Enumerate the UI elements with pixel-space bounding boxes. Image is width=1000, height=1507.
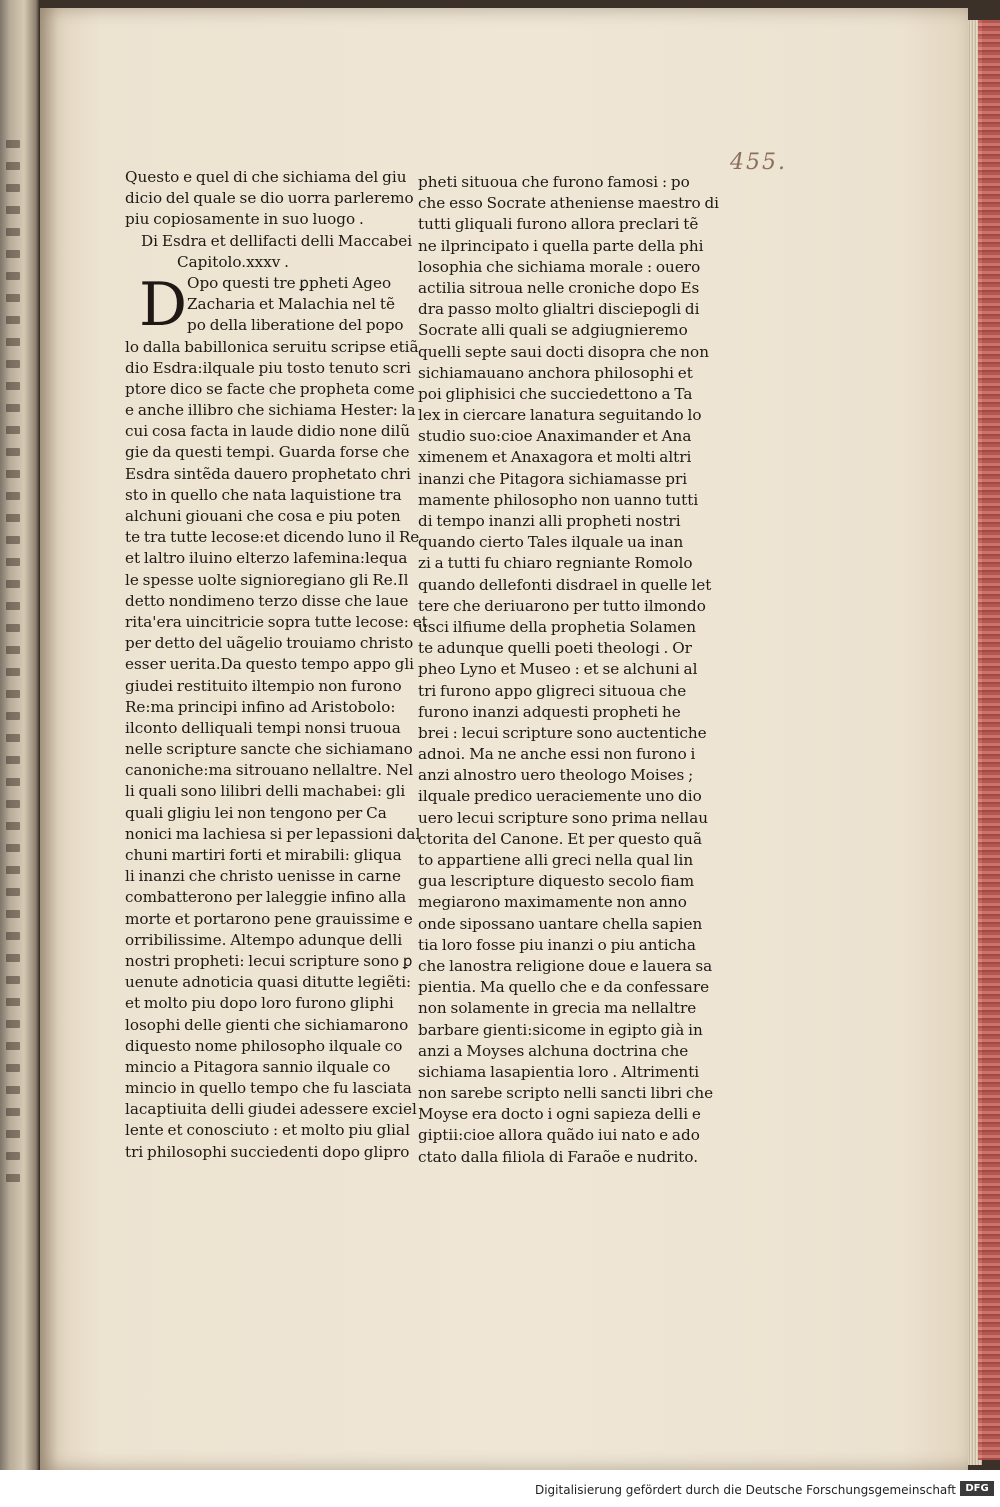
text-line: le spesse uolte signioregiano gli Re.Il: [125, 570, 409, 589]
facing-page-text-bleed: [6, 536, 20, 544]
text-line: dra passo molto glialtri disciepogli di: [418, 300, 700, 319]
text-line: te adunque quelli poeti theologi . Or: [418, 639, 692, 658]
facing-page-text-bleed: [6, 272, 20, 280]
text-line: che esso Socrate atheniense maestro di: [418, 194, 720, 213]
facing-page-text-bleed: [6, 756, 20, 764]
text-line: to appartiene alli greci nella qual lin: [418, 851, 694, 869]
text-line: ilconto delliquali tempi nonsi truoua: [125, 718, 401, 737]
facing-page-text-bleed: [6, 866, 20, 874]
facing-page-text-bleed: [6, 1108, 20, 1116]
facing-page-text-bleed: [6, 1064, 20, 1072]
text-line: li quali sono lilibri delli machabei: gli: [125, 782, 406, 801]
text-line: usci ilfiume della prophetia Solamen: [418, 617, 697, 636]
text-line: canoniche:ma sitrouano nellaltre. Nel: [125, 761, 414, 780]
text-line: esser uerita.Da questo tempo appo gli: [125, 655, 415, 674]
footer-bar: [0, 1470, 1000, 1507]
text-line: pheti situoua che furono famosi : po: [418, 173, 690, 191]
text-line: nostri propheti: lecui scripture sono ꝑ: [125, 951, 413, 970]
facing-page-text-bleed: [6, 734, 20, 742]
text-line: brei : lecui scripture sono auctentiche: [418, 723, 707, 742]
text-line: tutti gliquali furono allora preclari tẽ: [418, 215, 699, 234]
facing-page-text-bleed: [6, 316, 20, 324]
text-line: lex in ciercare lanatura seguitando lo: [418, 406, 702, 425]
text-line: Opo questi tre ꝑpheti Ageo: [187, 273, 392, 292]
facing-page-text-bleed: [6, 712, 20, 720]
facing-page-text-bleed: [6, 338, 20, 346]
facing-page-text-bleed: [6, 910, 20, 918]
text-line: te tra tutte lecose:et dicendo luno il Re: [125, 528, 420, 547]
text-line: Moyse era docto i ogni sapieza delli e: [418, 1105, 701, 1124]
heading-line: Capitolo.xxxv .: [177, 252, 289, 271]
facing-page-text-bleed: [6, 822, 20, 830]
text-line: po della liberatione del popo: [187, 316, 404, 335]
text-line: giptii:cioe allora quãdo iui nato e ado: [418, 1126, 700, 1145]
text-line: losophi delle gienti che sichiamarono: [125, 1015, 409, 1034]
text-line: cui cosa facta in laude didio none dilũ: [125, 422, 411, 441]
text-line: ptore dico se facte che propheta come: [125, 379, 415, 398]
facing-page-text-bleed: [6, 690, 20, 698]
text-line: et laltro iluino elterzo lafemina:lequa: [125, 549, 408, 568]
facing-page-text-bleed: [6, 382, 20, 390]
text-line: li inanzi che christo uenisse in carne: [125, 867, 401, 886]
text-line: lacaptiuita delli giudei adessere exciel: [125, 1100, 417, 1119]
facing-page-text-bleed: [6, 294, 20, 302]
right-text-column: [418, 172, 718, 1168]
text-line: non sarebe scripto nelli sancti libri che: [418, 1084, 714, 1103]
facing-page-text-bleed: [6, 976, 20, 984]
facing-page-text-bleed: [6, 668, 20, 676]
facing-page-text-bleed: [6, 932, 20, 940]
text-line: e anche illibro che sichiama Hester: la: [125, 401, 416, 420]
text-line: mamente philosopho non uanno tutti: [418, 490, 699, 509]
text-line: furono inanzi adquesti propheti he: [418, 702, 681, 721]
text-line: tri furono appo gligreci situoua che: [418, 681, 687, 700]
text-line: quando cierto Tales ilquale ua inan: [418, 533, 684, 552]
text-line: sto in quello che nata laquistione tra: [125, 485, 402, 504]
facing-page-text-bleed: [6, 1174, 20, 1182]
facing-page-text-bleed: [6, 162, 20, 170]
text-line: rita'era uincitricie sopra tutte lecose: et: [125, 612, 428, 631]
text-line: ctorita del Canone. Et per questo quã: [418, 829, 703, 848]
page-number: 455.: [730, 150, 787, 175]
text-line: onde sipossano uantare chella sapien: [418, 914, 703, 933]
facing-page-text-bleed: [6, 514, 20, 522]
text-line: anzi a Moyses alchuna doctrina che: [418, 1041, 689, 1060]
facing-page-text-bleed: [6, 800, 20, 808]
text-line: piu copiosamente in suo luogo .: [125, 210, 364, 229]
left-text-column: [125, 167, 428, 1163]
text-line: pheo Lyno et Museo : et se alchuni al: [418, 660, 698, 679]
text-line: anzi alnostro uero theologo Moises ;: [418, 766, 694, 785]
text-line: tere che deriuarono per tutto ilmondo: [418, 596, 706, 615]
text-line: Questo e quel di che sichiama del giu: [125, 168, 407, 186]
text-line: ctato dalla filiola di Faraõe e nudrito.: [418, 1147, 699, 1166]
facing-page-text-bleed: [6, 1020, 20, 1028]
text-line: quali gligiu lei non tengono per Ca: [125, 803, 387, 822]
heading-line: Di Esdra et dellifacti delli Maccabei: [141, 231, 413, 250]
text-line: di tempo inanzi alli propheti nostri: [418, 512, 681, 530]
text-line: morte et portarono pene grauissime e: [125, 909, 413, 928]
facing-page-text-bleed: [6, 140, 20, 148]
drop-cap-paragraph: [125, 269, 425, 340]
text-line: nelle scripture sancte che sichiamano: [125, 740, 413, 759]
text-line: dicio del quale se dio uorra parleremo: [125, 189, 414, 208]
text-line: detto nondimeno terzo disse che laue: [125, 591, 409, 610]
facing-page-text-bleed: [6, 1130, 20, 1138]
text-line: tri philosophi succiedenti dopo glipro: [125, 1142, 410, 1161]
facing-page-text-bleed: [6, 998, 20, 1006]
text-line: gua lescripture diquesto secolo fiam: [418, 872, 695, 891]
facing-page-text-bleed: [6, 558, 20, 566]
text-line: non solamente in grecia ma nellaltre: [418, 999, 697, 1018]
left-column-intro: [125, 167, 425, 231]
text-line: sichiamauano anchora philosophi et: [418, 363, 693, 382]
text-line: tia loro fosse piu inanzi o piu anticha: [418, 935, 696, 954]
text-line: pientia. Ma quello che e da confessare: [418, 978, 710, 997]
red-page-edge: [978, 20, 1000, 1460]
text-line: et molto piu dopo loro furono gliphi: [125, 994, 394, 1013]
text-line: Esdra sintẽda dauero prophetato chri: [125, 464, 411, 483]
text-line: losophia che sichiama morale : ouero: [418, 257, 701, 276]
text-line: che lanostra religione doue e lauera sa: [418, 956, 713, 975]
text-line: alchuni giouani che cosa e piu poten: [125, 507, 401, 525]
facing-page-text-bleed: [6, 646, 20, 654]
footer-credit: Digitalisierung gefördert durch die Deutsche Forschungsgemeinschaft: [534, 1483, 956, 1497]
drop-cap-letter: D: [139, 269, 188, 340]
text-line: ne ilprincipato i quella parte della phi: [418, 236, 704, 255]
facing-page-text-bleed: [6, 624, 20, 632]
facing-page-text-bleed: [6, 228, 20, 236]
facing-page-text-bleed: [6, 844, 20, 852]
facing-page-text-bleed: [6, 470, 20, 478]
facing-page-text-bleed: [6, 888, 20, 896]
text-line: uero lecui scripture sono prima nellau: [418, 808, 709, 827]
text-line: orribilissime. Altempo adunque delli: [125, 930, 403, 949]
text-line: lo dalla babillonica seruitu scripse etiã: [125, 337, 419, 356]
text-line: chuni martiri forti et mirabili: gliqua: [125, 846, 402, 864]
facing-page-text-bleed: [6, 250, 20, 258]
facing-page-text-bleed: [6, 492, 20, 500]
text-line: mincio in quello tempo che fu lasciata: [125, 1079, 412, 1098]
text-line: ilquale predico ueraciemente uno dio: [418, 787, 702, 806]
facing-page-text-bleed: [6, 954, 20, 962]
text-line: combatterono per laleggie infino alla: [125, 888, 407, 907]
facing-page-text-bleed: [6, 602, 20, 610]
text-line: studio suo:cioe Anaximander et Ana: [418, 427, 692, 446]
facing-page-text-bleed: [6, 448, 20, 456]
text-line: gie da questi tempi. Guarda forse che: [125, 443, 410, 462]
facing-page-text-bleed: [6, 580, 20, 588]
facing-page-text-bleed: [6, 404, 20, 412]
text-line: nonici ma lachiesa si per lepassioni dal: [125, 824, 421, 843]
text-line: megiarono maximamente non anno: [418, 893, 687, 912]
right-column-body: [418, 172, 718, 1168]
text-line: barbare gienti:sicome in egipto già in: [418, 1020, 703, 1039]
text-line: lente et conosciuto : et molto piu glial: [125, 1121, 410, 1140]
text-line: inanzi che Pitagora sichiamasse pri: [418, 469, 688, 488]
text-line: diquesto nome philosopho ilquale co: [125, 1036, 403, 1055]
facing-page-text-bleed: [6, 184, 20, 192]
text-line: zi a tutti fu chiaro regniante Romolo: [418, 554, 693, 573]
text-line: sichiama lasapientia loro . Altrimenti: [418, 1062, 700, 1081]
left-page-edge: [0, 0, 40, 1470]
text-line: giudei restituito iltempio non furono: [125, 676, 402, 695]
text-line: ximenem et Anaxagora et molti altri: [418, 448, 692, 467]
text-line: Re:ma principi infino ad Aristobolo:: [125, 697, 396, 716]
text-line: per detto del uãgelio trouiamo christo: [125, 634, 414, 653]
text-line: quando dellefonti disdrael in quelle let: [418, 575, 712, 594]
facing-page-text-bleed: [6, 1152, 20, 1160]
facing-page-text-bleed: [6, 778, 20, 786]
chapter-heading: [125, 231, 425, 273]
text-line: Zacharia et Malachia nel tẽ: [187, 295, 395, 314]
text-line: dio Esdra:ilquale piu tosto tenuto scri: [125, 358, 411, 377]
facing-page-text-bleed: [6, 426, 20, 434]
facing-page-text-bleed: [6, 1086, 20, 1094]
dfg-logo: DFG: [960, 1481, 994, 1496]
text-line: adnoi. Ma ne anche essi non furono i: [418, 745, 696, 764]
text-line: actilia sitroua nelle croniche dopo Es: [418, 278, 700, 297]
text-line: Socrate alli quali se adgiugnieremo: [418, 321, 688, 340]
facing-page-text-bleed: [6, 360, 20, 368]
text-line: mincio a Pitagora sannio ilquale co: [125, 1057, 391, 1076]
text-line: uenute adnoticia quasi ditutte legiẽti:: [125, 973, 412, 992]
facing-page-text-bleed: [6, 206, 20, 214]
left-column-body: [125, 337, 428, 1163]
facing-page-text-bleed: [6, 1042, 20, 1050]
text-line: quelli septe saui docti disopra che non: [418, 342, 709, 361]
text-line: poi gliphisici che succiedettono a Ta: [418, 384, 693, 403]
